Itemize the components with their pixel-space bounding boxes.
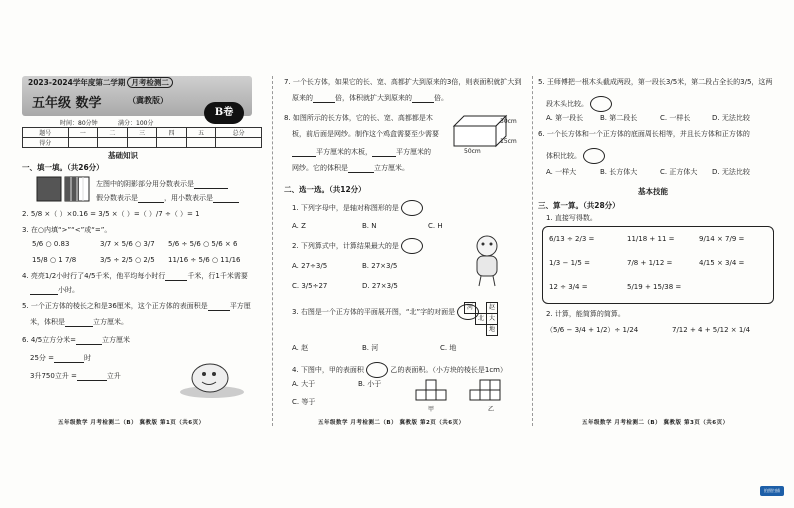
calc-item: 12 ÷ 3/4 = (549, 283, 588, 291)
full-score: 满分：100分 (118, 120, 154, 127)
part2-title: 二、选一选。（共12分） (284, 185, 366, 194)
answer-cloud[interactable] (366, 362, 388, 378)
calc-item: 4/15 × 3/4 = (699, 259, 745, 267)
score-cell[interactable] (157, 138, 187, 148)
school-year: 2023-2024学年度第二学期 月考检测二 (28, 78, 173, 87)
answer-blank[interactable] (77, 373, 107, 381)
q7-text-b: 原来的 倍，体积就扩大到原来的 倍。 (292, 94, 448, 102)
q4-text: 4. 亮亮1/2小时行了4/5千米，他平均每小时行 千米，行1千米需要 (22, 272, 248, 280)
q7-text: 7. 一个长方体，如果它的长、宽、高都扩大到原来的3倍，则表面积就扩大到 (284, 78, 522, 86)
mc-q5-option[interactable]: B. 第二段长 (600, 114, 638, 122)
net-face: 大 (486, 313, 498, 325)
mascot-illustration-icon (176, 356, 248, 400)
net-face: 北 (475, 313, 487, 325)
answer-blank[interactable] (30, 287, 58, 295)
score-cell[interactable] (127, 138, 157, 148)
mc-q6-option[interactable]: C. 正方体大 (660, 168, 698, 176)
q6-text-b: 25分 = 时 (30, 354, 91, 362)
q3-item: 3/5 ÷ 2/5 ○ 2/5 (100, 256, 155, 264)
answer-blank[interactable] (213, 195, 239, 203)
shaded-squares-figure (36, 176, 90, 202)
answer-blank[interactable] (372, 149, 396, 157)
score-cell[interactable] (68, 138, 98, 148)
q1-text-b: 假分数表示是 ，用小数表示是 (96, 194, 239, 203)
answer-blank[interactable] (54, 355, 84, 363)
page-divider (272, 76, 273, 426)
calc-q2-item: 7/12 + 4 + 5/12 × 1/4 (672, 326, 751, 334)
answer-blank[interactable] (65, 319, 93, 327)
score-cell[interactable] (98, 138, 128, 148)
mc-q6-text-b: 体积比较。 (546, 148, 605, 164)
calc-item: 7/8 + 1/12 = (627, 259, 673, 267)
page-footer: 五年级数学 月考检测二（B） 冀教版 第1页（共6页） (58, 420, 205, 426)
mc-q2-option[interactable]: B. 27×3/5 (362, 262, 398, 270)
page-footer: 五年级数学 月考检测二（B） 冀教版 第3页（共6页） (582, 420, 729, 426)
score-col: 二 (98, 128, 128, 138)
mc-q2-option[interactable]: C. 3/5÷27 (292, 282, 328, 290)
score-row-label: 得分 (23, 138, 69, 148)
mc-q5-text-b: 段木头比较。 (546, 96, 612, 112)
mc-q4-text: 4. 下图中，甲的表面积 乙的表面积。（小方块的棱长是1cm） (292, 362, 507, 378)
calc-region (538, 72, 786, 434)
calc-item: 1/3 − 1/5 = (549, 259, 590, 267)
mc-q5-option[interactable]: C. 一样长 (660, 114, 691, 122)
q3-item: 11/16 ÷ 5/6 ○ 11/16 (168, 256, 241, 264)
q5-text-b: 米，体积是 立方厘米。 (30, 318, 128, 326)
mc-q1-option[interactable]: C. H (428, 222, 443, 230)
part3-title: 三、算一算。（共28分） (538, 201, 620, 210)
mc-q5-text: 5. 王师傅把一根木头截成两段，第一段长3/5米，第二段占全长的3/5，这两 (538, 78, 773, 86)
figure-label-yi: 乙 (488, 406, 495, 413)
score-col: 五 (186, 128, 216, 138)
q3-item: 15/8 ○ 1 7/8 (32, 256, 77, 264)
mc-q6-option[interactable]: A. 一样大 (546, 168, 577, 176)
calc-q2-item: （5/6 − 3/4 + 1/2）÷ 1/24 (546, 326, 639, 334)
mc-q4-option[interactable]: A. 大于 (292, 380, 316, 388)
calc-q1-title: 1. 直接写得数。 (546, 214, 597, 222)
q6-text: 6. 4/5立方分米= 立方厘米 (22, 336, 131, 344)
cartoon-character-icon (462, 232, 512, 288)
score-cell[interactable] (186, 138, 216, 148)
time-limit: 时间：80分钟 (60, 120, 98, 127)
mc-q1-text: 1. 下列字母中，是轴对称图形的是 (292, 200, 423, 216)
score-row-label: 题号 (23, 128, 69, 138)
edition-label: （冀教版） (128, 96, 168, 105)
calc-item: 11/18 + 11 = (627, 235, 675, 243)
box-height-label: 30cm (500, 118, 517, 125)
q5-text: 5. 一个正方体的棱长之和是36厘米，这个正方体的表面积是 平方厘 (22, 302, 251, 310)
calc-box (542, 226, 774, 304)
answer-blank[interactable] (194, 181, 228, 189)
answer-cloud[interactable] (401, 200, 423, 216)
q3-title: 3. 在○内填“>”“<”或“=”。 (22, 226, 112, 234)
scan-app-badge: 拍照扫描 (760, 486, 784, 496)
mc-q3-option[interactable]: A. 赵 (292, 344, 309, 352)
answer-blank[interactable] (348, 165, 374, 173)
section-basic-knowledge: 基础知识 (108, 151, 138, 160)
score-col: 一 (68, 128, 98, 138)
q8-text-d: 网纱。它的体积是 立方厘米。 (292, 164, 409, 172)
calc-q2-title: 2. 计算，能简算的简算。 (546, 310, 625, 318)
answer-blank[interactable] (292, 149, 316, 157)
calc-item: 9/14 × 7/9 = (699, 235, 745, 243)
mc-q3-option[interactable]: C. 地 (440, 344, 457, 352)
score-table (22, 127, 262, 148)
answer-blank[interactable] (165, 273, 187, 281)
mc-q1-option[interactable]: B. N (362, 222, 377, 230)
answer-blank[interactable] (412, 95, 434, 103)
q8-text-b: 板，前后面是网纱。制作这个鸡盒需要至少需要 (292, 130, 439, 138)
version-badge: B卷 (204, 102, 244, 124)
mc-q4-option[interactable]: C. 等于 (292, 398, 316, 406)
mc-q5-option[interactable]: D. 无法比较 (712, 114, 750, 122)
q3-item: 5/6 ÷ 5/6 ○ 5/6 × 6 (168, 240, 238, 248)
answer-blank[interactable] (313, 95, 335, 103)
figure-label-jia: 甲 (428, 406, 435, 413)
score-cell[interactable] (216, 138, 262, 148)
mc-q4-option[interactable]: B. 小于 (358, 380, 382, 388)
answer-blank[interactable] (138, 195, 164, 203)
q4-text-b: 小时。 (30, 286, 79, 295)
net-face: 地 (486, 324, 498, 336)
mc-q5-option[interactable]: A. 第一段长 (546, 114, 584, 122)
box-width-label: 15cm (500, 138, 517, 145)
q3-item: 5/6 ○ 0.83 (32, 240, 70, 248)
page-divider (532, 76, 533, 426)
section-basic-skills: 基本技能 (638, 187, 668, 196)
score-col: 总分 (216, 128, 262, 138)
calc-item: 6/13 ÷ 2/3 = (549, 235, 595, 243)
mc-q1-option[interactable]: A. Z (292, 222, 306, 230)
q2-text: 2. 5/8 ×（ ）×0.16 = 3/5 ×（ ）=（ ）/7 ÷（ ）= 1 (22, 210, 200, 218)
mc-q6-option[interactable]: B. 长方体大 (600, 168, 638, 176)
mc-q2-option[interactable]: D. 27×3/5 (362, 282, 398, 290)
mc-q2-option[interactable]: A. 27÷3/5 (292, 262, 328, 270)
score-col: 三 (127, 128, 157, 138)
cube-stack-figures (410, 378, 514, 408)
q8-text: 8. 如图所示的长方体，它的长、宽、高都都是木 (284, 114, 433, 122)
grade-subject: 五年级 数学 (32, 96, 102, 111)
mc-q3-text: 3. 右图是一个正方体的平面展开图，“北”字的对面是 (292, 304, 479, 320)
q1-text: 左图中的阴影部分用分数表示是 (96, 180, 228, 189)
mc-q6-option[interactable]: D. 无法比较 (712, 168, 750, 176)
net-face: 赵 (486, 302, 498, 314)
mc-q2-text: 2. 下列算式中，计算结果最大的是 (292, 238, 423, 254)
calc-item: 5/19 + 15/38 = (627, 283, 682, 291)
answer-blank[interactable] (208, 303, 230, 311)
box-length-label: 50cm (464, 148, 481, 155)
answer-cloud[interactable] (401, 238, 423, 254)
q3-item: 3/7 × 5/6 ○ 3/7 (100, 240, 155, 248)
q8-text-c: 平方厘米的木板， 平方厘米的 (292, 148, 431, 157)
score-col: 四 (157, 128, 187, 138)
cube-net-figure (464, 302, 508, 338)
q6-text-c: 3升750立升 = 立升 (30, 372, 121, 380)
net-face: 河 (464, 302, 476, 314)
part1-title: 一、填一填。（共26分） (22, 163, 104, 172)
mc-q3-option[interactable]: B. 河 (362, 344, 379, 352)
mc-q6-text: 6. 一个长方体和一个正方体的底面周长相等，并且长方体和正方体的 (538, 130, 750, 138)
answer-blank[interactable] (76, 337, 102, 345)
page-footer: 五年级数学 月考检测二（B） 冀教版 第2页（共6页） (318, 420, 465, 426)
